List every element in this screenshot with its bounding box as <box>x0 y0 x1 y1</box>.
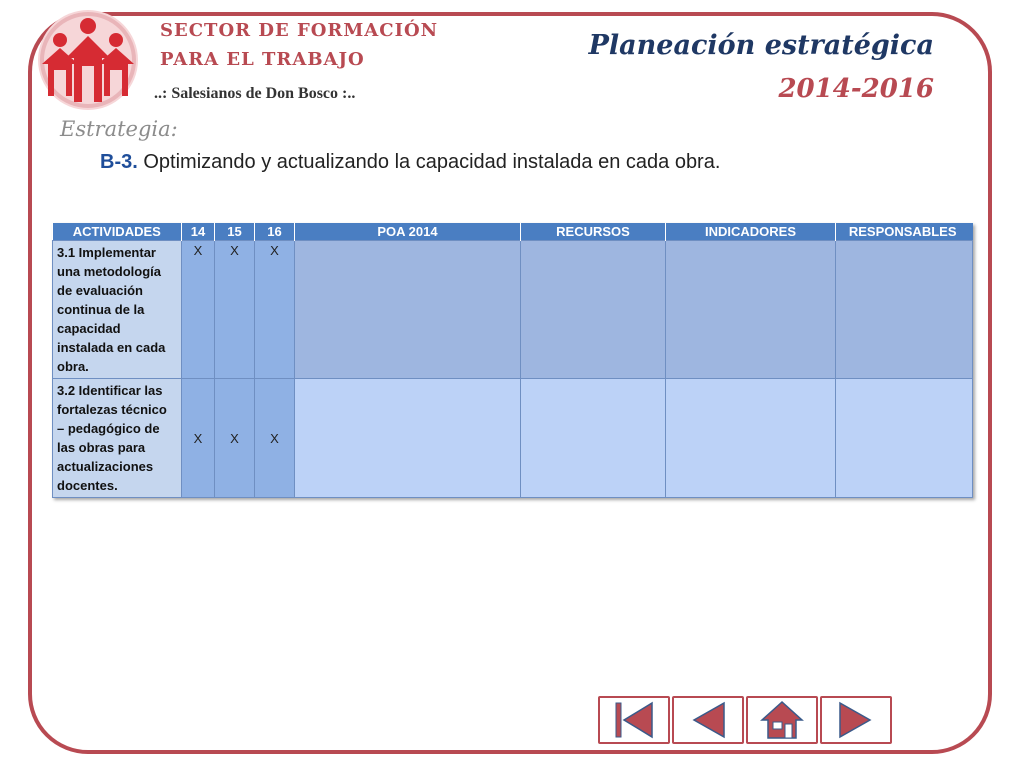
table-header-row <box>53 223 973 241</box>
responsables-cell <box>836 241 973 379</box>
strategy-text: Optimizando y actualizando la capacidad instalada en cada obra. <box>143 151 721 173</box>
col-header-responsables: RESPONSABLES <box>836 223 973 241</box>
col-header-14: 14 <box>182 223 215 241</box>
col-header-16: 16 <box>255 223 295 241</box>
home-button[interactable] <box>746 696 818 744</box>
activities-table <box>52 223 973 498</box>
home-icon <box>760 700 804 740</box>
poa-cell <box>295 379 521 498</box>
activity-cell: 3.2 Identificar las fortalezas técnico – pedagógico de las obras para actualizaciones docentes. <box>53 379 182 498</box>
responsables-cell <box>836 379 973 498</box>
indicadores-cell <box>666 379 836 498</box>
org-subtitle: ..: Salesianos de Don Bosco :.. <box>154 85 356 102</box>
next-button[interactable] <box>820 696 892 744</box>
table-row <box>53 379 973 498</box>
strategy-statement <box>100 151 720 174</box>
first-slide-icon <box>612 701 656 739</box>
indicadores-cell <box>666 241 836 379</box>
previous-icon <box>686 701 730 739</box>
year-15-cell: X <box>215 379 255 498</box>
strategy-code: B-3. <box>100 151 138 173</box>
year-15-cell: X <box>215 241 255 379</box>
next-icon <box>834 701 878 739</box>
table-row <box>53 241 973 379</box>
page-title: Planeación estratégica <box>585 30 938 61</box>
col-header-recursos: RECURSOS <box>521 223 666 241</box>
org-name-line1: SECTOR DE FORMACIÓN <box>160 20 439 41</box>
slide-navigation <box>598 696 894 746</box>
year-16-cell: X <box>255 241 295 379</box>
recursos-cell <box>521 379 666 498</box>
recursos-cell <box>521 241 666 379</box>
year-14-cell: X <box>182 379 215 498</box>
col-header-poa: POA 2014 <box>295 223 521 241</box>
year-16-cell: X <box>255 379 295 498</box>
col-header-15: 15 <box>215 223 255 241</box>
previous-button[interactable] <box>672 696 744 744</box>
first-slide-button[interactable] <box>598 696 670 744</box>
col-header-indicadores: INDICADORES <box>666 223 836 241</box>
page-years: 2014-2016 <box>774 74 938 104</box>
org-name-line2: PARA EL TRABAJO <box>160 49 365 70</box>
strategy-label: Estrategia: <box>56 117 182 141</box>
poa-cell <box>295 241 521 379</box>
salesianos-logo <box>28 6 148 114</box>
year-14-cell: X <box>182 241 215 379</box>
activity-cell: 3.1 Implementar una metodología de evaluación continua de la capacidad instalada en cada obra. <box>53 241 182 379</box>
col-header-actividades: ACTIVIDADES <box>53 223 182 241</box>
